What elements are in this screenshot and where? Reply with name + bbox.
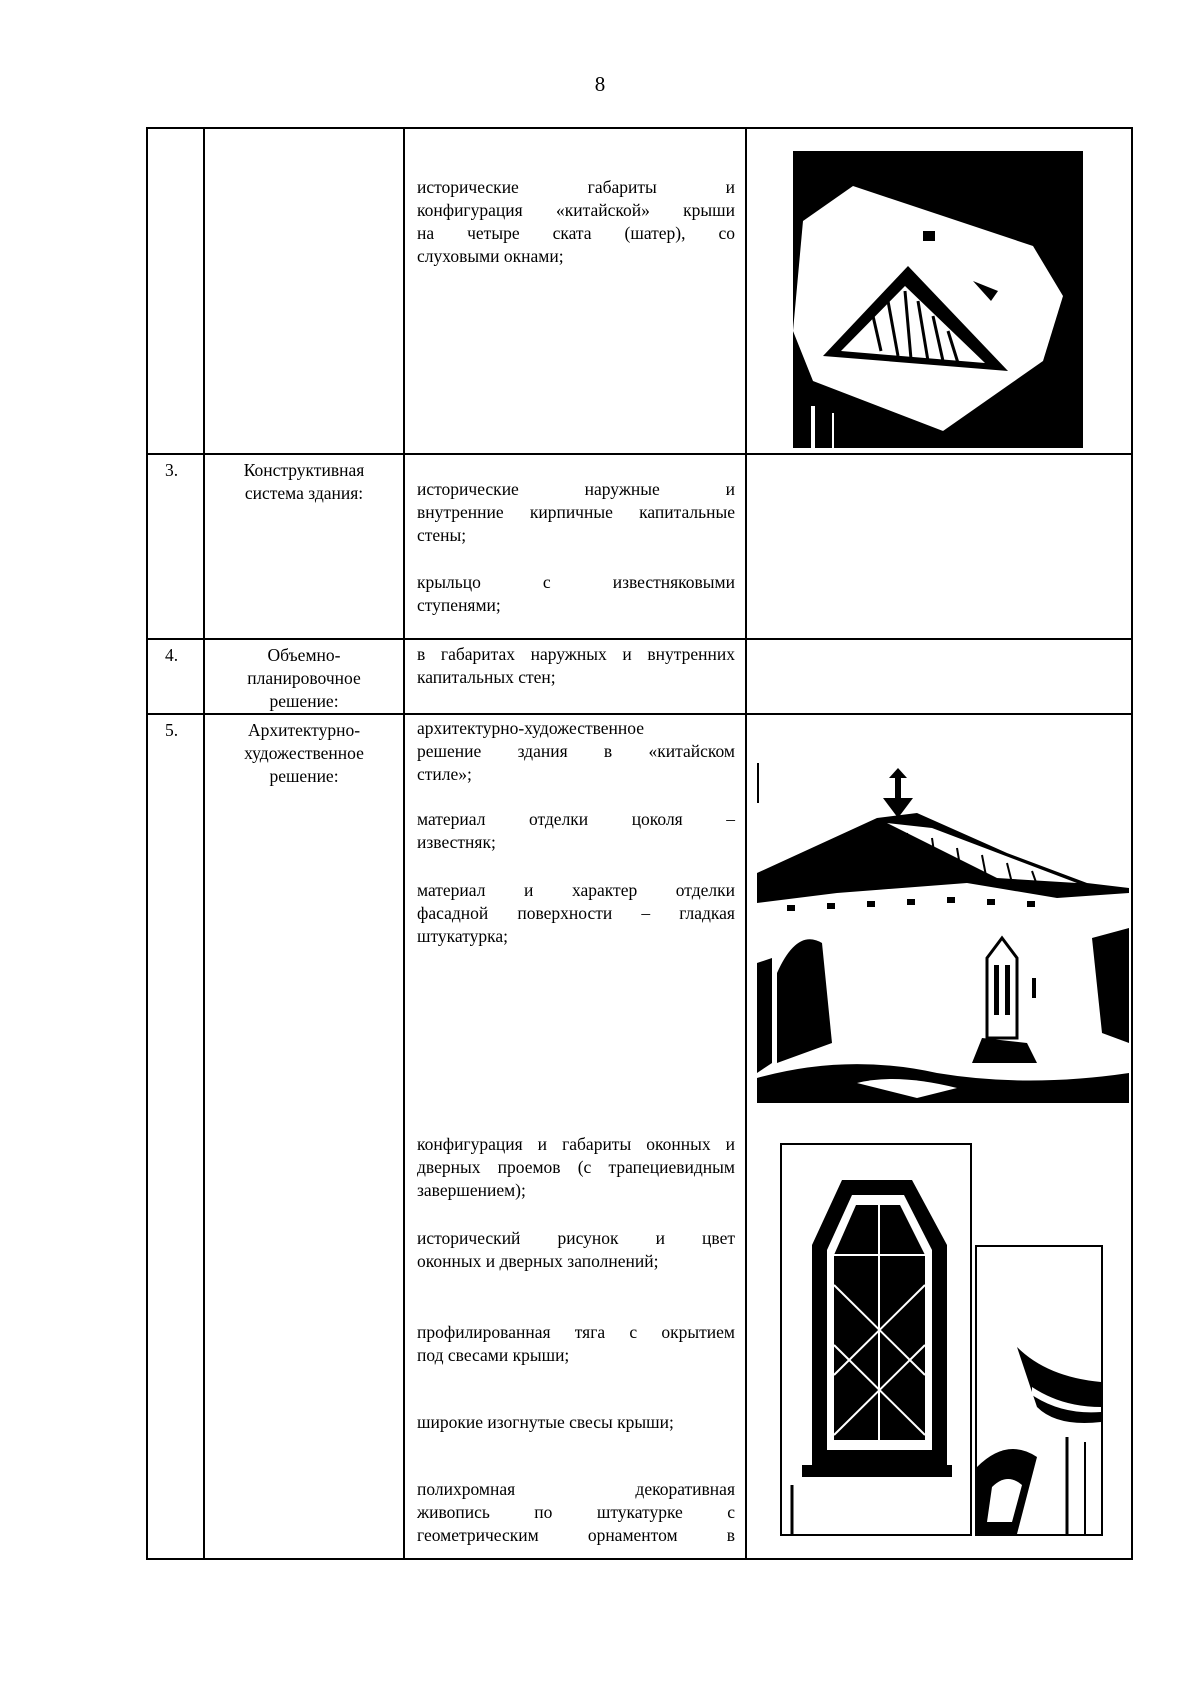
desc-line: исторические наружные и xyxy=(417,479,735,499)
desc-line: оконных и дверных заполнений; xyxy=(417,1251,659,1271)
desc-line: материал и характер отделки xyxy=(417,880,735,900)
table-row xyxy=(147,714,1132,1559)
desc-line: геометрическим орнаментом в xyxy=(417,1525,735,1545)
desc-line: широкие изогнутые свесы крыши; xyxy=(417,1412,674,1432)
desc-line: полихромная декоративная xyxy=(417,1479,735,1499)
row-name: Архитектурно- художественное решение: xyxy=(204,714,404,1559)
desc-line: стиле»; xyxy=(417,764,472,784)
desc-line: под свесами крыши; xyxy=(417,1345,570,1365)
row-number: 3. xyxy=(147,454,204,639)
desc-line: исторические габариты и xyxy=(417,177,735,197)
heritage-elements-table xyxy=(146,127,1133,1560)
eave-photo xyxy=(977,1247,1101,1534)
row-number: 5. xyxy=(147,714,204,1559)
row-description xyxy=(404,454,746,639)
roof-photo-cell xyxy=(746,128,1132,454)
row-name: Объемно- планировочное решение: xyxy=(204,639,404,714)
row-number xyxy=(147,128,204,454)
desc-line: штукатурка; xyxy=(417,926,508,946)
desc-line: внутренние кирпичные капитальные xyxy=(417,502,735,522)
desc-line: материал отделки цоколя – xyxy=(417,809,735,829)
table-row xyxy=(147,128,1132,454)
eave-photo-frame xyxy=(975,1245,1103,1536)
desc-line: ступенями; xyxy=(417,595,501,615)
facade-photo xyxy=(757,743,1129,1103)
desc-line: крыльцо с известняковыми xyxy=(417,572,735,592)
empty-cell xyxy=(746,639,1132,714)
desc-line: известняк; xyxy=(417,832,496,852)
desc-line: фасадной поверхности – гладкая xyxy=(417,903,735,923)
desc-line: завершением); xyxy=(417,1180,526,1200)
desc-line: дверных проемов (с трапециевидным xyxy=(417,1157,735,1177)
desc-line: в габаритах наружных и внутренних xyxy=(417,644,735,664)
desc-line: живопись по штукатурке с xyxy=(417,1502,735,1522)
desc-line: капитальных стен; xyxy=(417,667,556,687)
window-photo-frame xyxy=(780,1143,972,1536)
empty-cell xyxy=(746,454,1132,639)
desc-line: архитектурно-художественное xyxy=(417,718,644,738)
window-photo xyxy=(782,1145,970,1534)
desc-line: решение здания в «китайском xyxy=(417,741,735,761)
table-row xyxy=(147,454,1132,639)
row-description xyxy=(404,128,746,454)
desc-line: исторический рисунок и цвет xyxy=(417,1228,735,1248)
row-name xyxy=(204,128,404,454)
desc-line: слуховыми окнами; xyxy=(417,246,564,266)
row-name: Конструктивная система здания: xyxy=(204,454,404,639)
facade-photos-cell xyxy=(746,714,1132,1559)
table-row xyxy=(147,639,1132,714)
row-description xyxy=(404,714,746,1559)
desc-line: на четыре ската (шатер), со xyxy=(417,223,735,243)
desc-line: конфигурация и габариты оконных и xyxy=(417,1134,735,1154)
desc-line: профилированная тяга с окрытием xyxy=(417,1322,735,1342)
page-number: 8 xyxy=(594,72,606,96)
desc-line: стены; xyxy=(417,525,467,545)
row-description xyxy=(404,639,746,714)
desc-line: конфигурация «китайской» крыши xyxy=(417,200,735,220)
row-number: 4. xyxy=(147,639,204,714)
roof-photo xyxy=(793,151,1083,448)
